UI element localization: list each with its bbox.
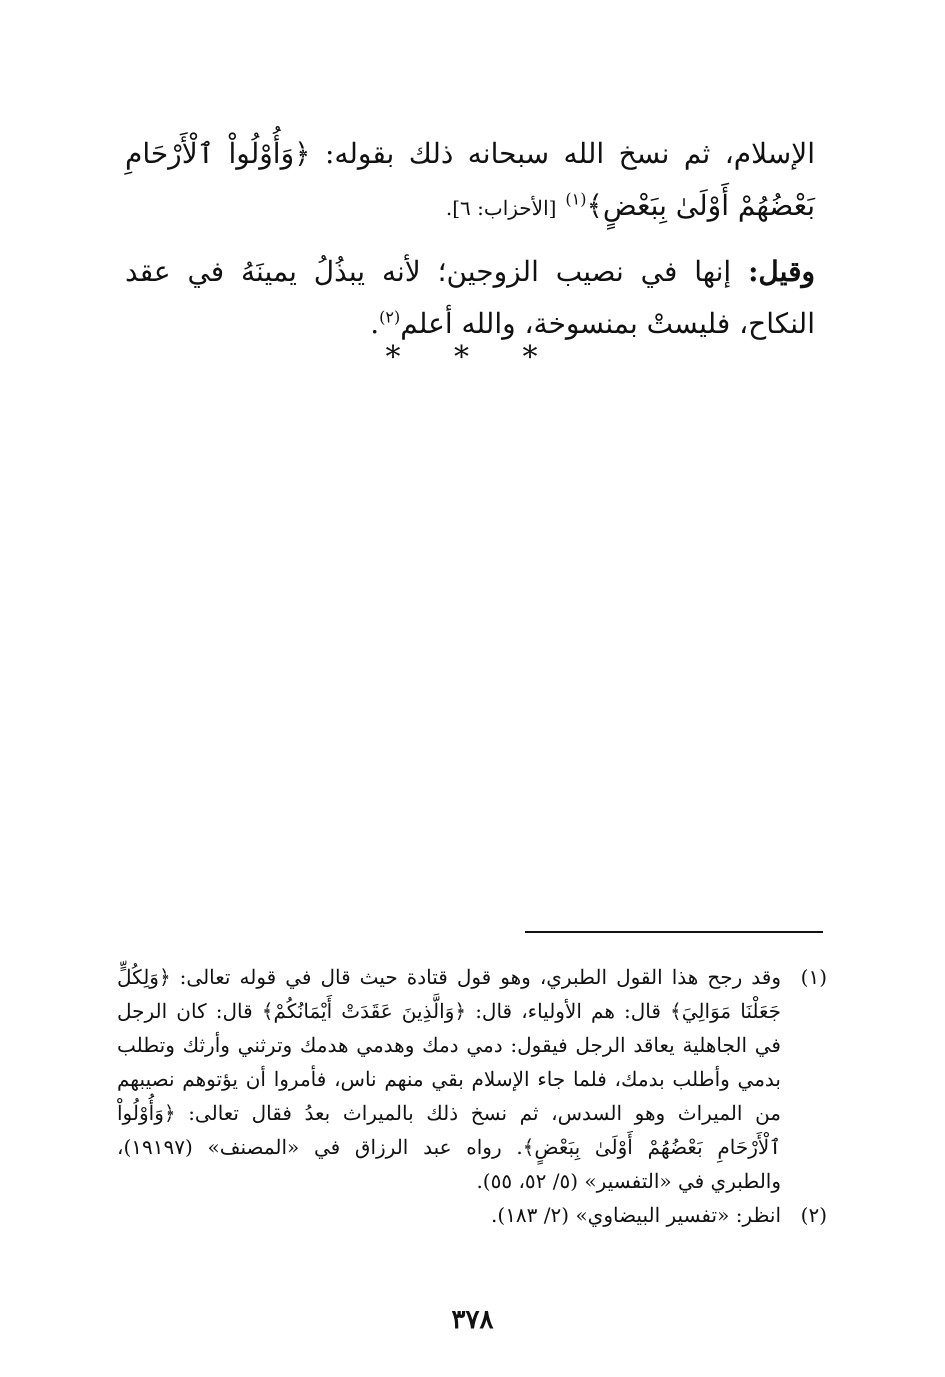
footnote-separator: [525, 931, 823, 933]
page-number: ٣٧٨: [451, 1305, 494, 1335]
paragraph-2-text: إنها في نصيب الزوجين؛ لأنه يبذُلُ يمينَهُ في عقد النكاح، فليستْ بمنسوخة، والله أعلم: [125, 255, 815, 340]
footnote-number: (٢): [800, 1203, 827, 1227]
footnote-text: انظر: «تفسير البيضاوي» (٢/ ١٨٣).: [491, 1203, 781, 1227]
paragraph-1: [125, 128, 815, 234]
footnotes: [117, 960, 827, 1232]
paragraph-2-end: .: [370, 307, 380, 340]
footnote-1: [117, 960, 827, 1198]
footnote-ref-2[interactable]: (٢): [379, 307, 401, 327]
footnote-text: وقد رجح هذا القول الطبري، وهو قول قتادة حيث قال في قوله تعالى: ﴿وَلِكُلٍّ جَعَلْنَا مَوَالِيَ﴾ قال: هم الأولياء، قال: ﴿وَالَّذِينَ عَقَدَتْ أَيْمَانُكُمْ﴾ قال: كان الرجل في الجاهلية يعاقد الرجل فيقول: دمي دمك وهدمي هدمك وترثني وأرثك وتطلب بدمي وأطلب بدمك، فلما جاء الإسلام بقي منهم ناس، فأمروا أن يؤتوهم نصيبهم من الميراث وهو السدس، ثم نسخ ذلك بالميراث بعدُ فقال تعالى: ﴿وَأُوْلُواْ ٱلْأَرْحَامِ بَعْضُهُمْ أَوْلَىٰ بِبَعْضٍ﴾. رواه عبد الرزاق في «المصنف» (١٩١٩٧)، والطبري في «التفسير» (٥/ ٥٢، ٥٥).: [117, 965, 782, 1193]
citation: [الأحزاب: ٦].: [445, 196, 557, 220]
paragraph-1-text: الإسلام، ثم نسخ الله سبحانه ذلك بقوله: ﴿وَأُوْلُواْ ٱلْأَرْحَامِ بَعْضُهُمْ أَوْلَىٰ بِبَعْضٍ﴾: [125, 137, 815, 222]
footnote-number: (١): [800, 965, 827, 989]
paragraph-2-lead: وقيل:: [748, 255, 815, 288]
footnote-ref-1[interactable]: (١): [565, 189, 587, 209]
footnote-2: [117, 1198, 827, 1232]
paragraph-2: [125, 246, 815, 350]
main-text: [125, 128, 815, 350]
section-divider-asterisks: * * *: [385, 340, 560, 375]
